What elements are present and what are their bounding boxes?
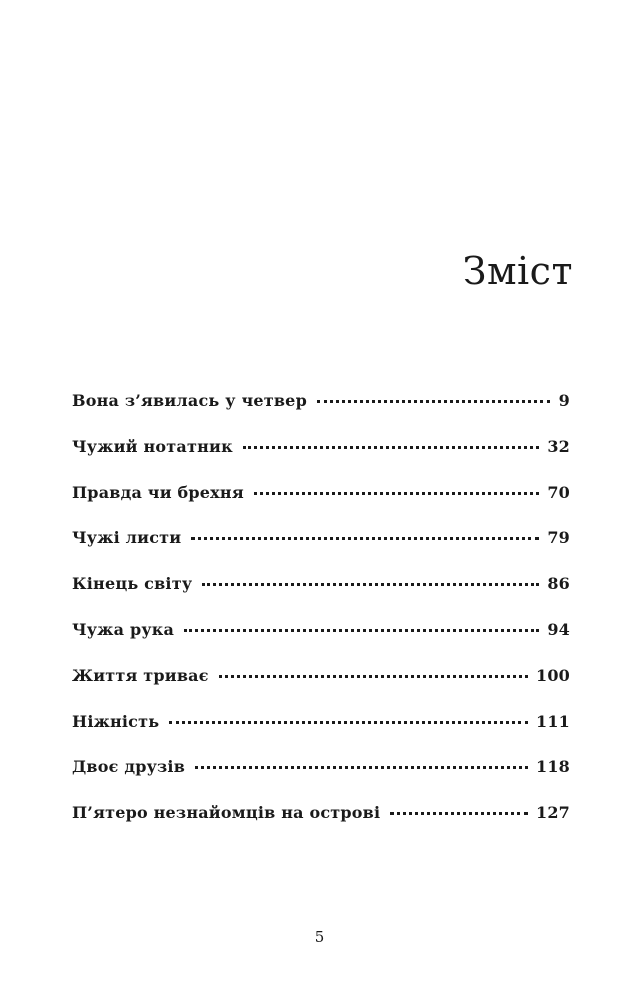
toc-entry-page: 32 bbox=[547, 436, 570, 456]
toc-entry[interactable] bbox=[72, 483, 570, 529]
toc-entry[interactable] bbox=[72, 574, 570, 620]
toc-entry-title: Ніжність bbox=[72, 711, 160, 731]
toc-entry-title: Правда чи брехня bbox=[72, 482, 244, 502]
toc-entry[interactable] bbox=[72, 391, 570, 437]
toc-entry-page: 86 bbox=[547, 574, 570, 594]
toc-entry-title: Чужий нотатник bbox=[72, 436, 233, 456]
dot-leader bbox=[191, 537, 539, 540]
toc-entry-page: 9 bbox=[558, 391, 570, 410]
page-title: Зміст bbox=[462, 249, 573, 293]
table-of-contents bbox=[72, 391, 570, 849]
toc-entry-page: 100 bbox=[536, 665, 570, 685]
dot-leader bbox=[254, 492, 539, 495]
toc-entry-page: 111 bbox=[536, 711, 570, 731]
toc-entry-page: 118 bbox=[536, 757, 570, 777]
toc-entry-page: 127 bbox=[536, 803, 570, 823]
toc-entry[interactable] bbox=[72, 757, 570, 803]
dot-leader bbox=[317, 400, 550, 403]
toc-entry[interactable] bbox=[72, 620, 570, 666]
page-number: 5 bbox=[314, 928, 325, 946]
toc-entry-page: 70 bbox=[547, 482, 570, 502]
toc-entry-title: Чужа рука bbox=[72, 619, 175, 639]
dot-leader bbox=[169, 721, 528, 724]
toc-entry-page: 79 bbox=[547, 528, 570, 548]
toc-entry-title: Чужі листи bbox=[72, 528, 182, 548]
dot-leader bbox=[202, 583, 539, 586]
toc-entry-title: Двоє друзів bbox=[72, 757, 186, 777]
dot-leader bbox=[243, 446, 540, 449]
dot-leader bbox=[195, 766, 528, 769]
toc-entry-title: П’ятеро незнайомців на острові bbox=[72, 803, 381, 823]
toc-entry-title: Кінець світу bbox=[72, 574, 193, 594]
toc-entry-title: Вона з’явилась у четвер bbox=[72, 391, 307, 410]
toc-entry-page: 94 bbox=[547, 619, 570, 639]
toc-entry[interactable] bbox=[72, 528, 570, 574]
toc-entry[interactable] bbox=[72, 666, 570, 712]
dot-leader bbox=[184, 629, 539, 632]
toc-entry[interactable] bbox=[72, 803, 570, 849]
dot-leader bbox=[219, 675, 528, 678]
toc-entry[interactable] bbox=[72, 437, 570, 483]
dot-leader bbox=[390, 812, 528, 815]
toc-entry-title: Життя триває bbox=[72, 665, 209, 685]
toc-entry[interactable] bbox=[72, 712, 570, 758]
